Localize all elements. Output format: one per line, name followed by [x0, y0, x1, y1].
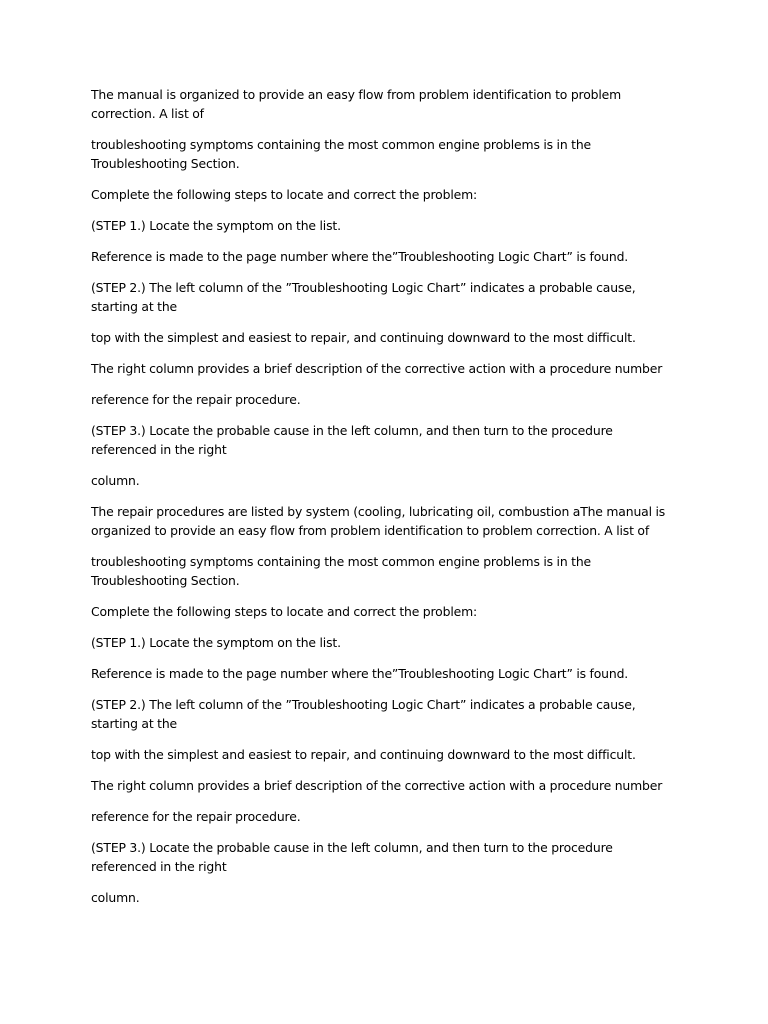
paragraph: troubleshooting symptoms containing the most common engine problems is in the Troubleshooting Section.: [91, 554, 591, 588]
paragraph: top with the simplest and easiest to repair, and continuing downward to the most difficult.: [91, 330, 636, 345]
paragraph: reference for the repair procedure.: [91, 809, 301, 824]
paragraph: Complete the following steps to locate and correct the problem:: [91, 187, 478, 202]
paragraph: The repair procedures are listed by system (cooling, lubricating oil, combustion aThe manual is organized to provide an easy flow from problem identification to problem correction. A list of: [91, 504, 666, 538]
paragraph: The right column provides a brief description of the corrective action with a procedure number: [91, 778, 663, 793]
paragraph: (STEP 1.) Locate the symptom on the list.: [91, 218, 341, 233]
paragraph: column.: [91, 473, 140, 488]
paragraph: column.: [91, 890, 140, 905]
paragraph: (STEP 3.) Locate the probable cause in the left column, and then turn to the procedure referenced in the right: [91, 423, 613, 457]
document-body: [91, 85, 675, 919]
paragraph: (STEP 3.) Locate the probable cause in the left column, and then turn to the procedure referenced in the right: [91, 840, 613, 874]
paragraph: The manual is organized to provide an easy flow from problem identification to problem correction. A list of: [91, 87, 622, 121]
paragraph: Reference is made to the page number where the”Troubleshooting Logic Chart” is found.: [91, 249, 629, 264]
paragraph: Reference is made to the page number where the”Troubleshooting Logic Chart” is found.: [91, 666, 629, 681]
paragraph: (STEP 2.) The left column of the ”Troubleshooting Logic Chart” indicates a probable cause, starting at the: [91, 697, 636, 731]
paragraph: troubleshooting symptoms containing the most common engine problems is in the Troubleshooting Section.: [91, 137, 591, 171]
paragraph: top with the simplest and easiest to repair, and continuing downward to the most difficult.: [91, 747, 636, 762]
paragraph: reference for the repair procedure.: [91, 392, 301, 407]
paragraph: Complete the following steps to locate and correct the problem:: [91, 604, 478, 619]
paragraph: (STEP 1.) Locate the symptom on the list.: [91, 635, 341, 650]
paragraph: The right column provides a brief description of the corrective action with a procedure number: [91, 361, 663, 376]
paragraph: (STEP 2.) The left column of the ”Troubleshooting Logic Chart” indicates a probable cause, starting at the: [91, 280, 636, 314]
